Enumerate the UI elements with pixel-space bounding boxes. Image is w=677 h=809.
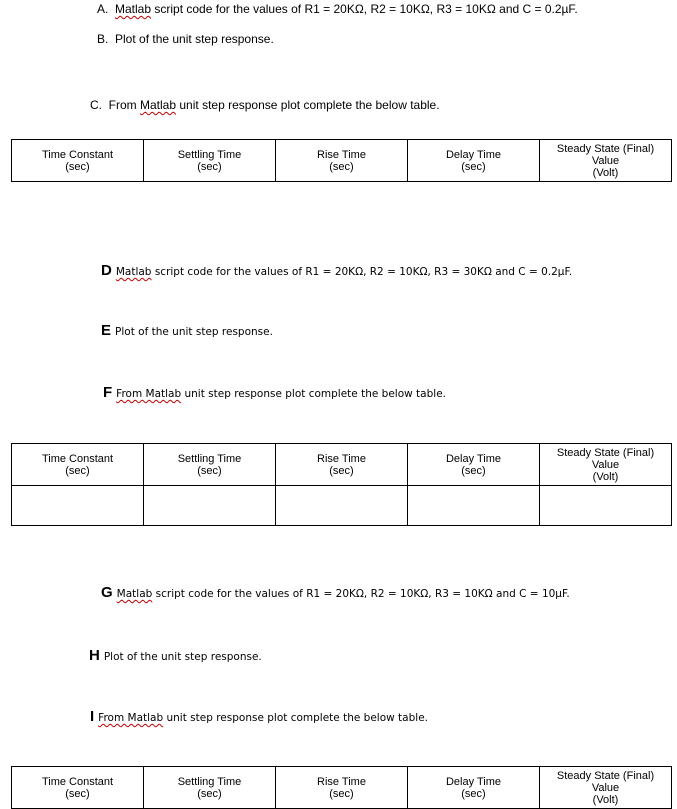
item-d: D Matlab script code for the values of R1 = 20KΩ, R2 = 10KΩ, R3 = 30KΩ and C = 0.2µF. [101,262,573,279]
header-settling-time: Settling Time (sec) [144,140,276,182]
cell-steady-state[interactable] [540,486,672,526]
cell-time-constant[interactable] [12,486,144,526]
matlab-word: Matlab [115,266,152,278]
cell-delay-time[interactable] [408,486,540,526]
header-steady-state: Steady State (Final) Value (Volt) [540,140,672,182]
item-a: A. Matlab script code for the values of R1 = 20KΩ, R2 = 10KΩ, R3 = 10KΩ and C = 0.2µF. [97,2,578,16]
results-table-3 [11,766,672,809]
header-delay-time: Delay Time (sec) [408,140,540,182]
header-steady-state: Steady State (Final) Value (Volt) [540,767,672,809]
table-header-row [12,140,672,182]
matlab-word: Matlab [140,98,177,112]
item-c: C. From Matlab unit step response plot complete the below table. [90,98,440,112]
matlab-word: Matlab [116,588,153,600]
header-time-constant: Time Constant (sec) [12,444,144,486]
header-time-constant: Time Constant (sec) [12,767,144,809]
item-b: B. Plot of the unit step response. [97,32,274,46]
item-i: I From Matlab unit step response plot complete the below table. [90,708,428,725]
results-table-1 [11,139,672,182]
cell-rise-time[interactable] [276,486,408,526]
header-settling-time: Settling Time (sec) [144,767,276,809]
header-delay-time: Delay Time (sec) [408,444,540,486]
header-time-constant: Time Constant (sec) [12,140,144,182]
header-rise-time: Rise Time (sec) [276,767,408,809]
item-e: E Plot of the unit step response. [101,322,273,339]
from-matlab-words: From Matlab [116,388,182,400]
header-steady-state: Steady State (Final) Value (Volt) [540,444,672,486]
item-f: F From Matlab unit step response plot complete the below table. [103,384,446,401]
header-settling-time: Settling Time (sec) [144,444,276,486]
matlab-word: Matlab [115,2,152,16]
table-row [12,486,672,526]
from-matlab-words: From Matlab [98,712,164,724]
table-header-row [12,767,672,809]
item-g: G Matlab script code for the values of R1 = 20KΩ, R2 = 10KΩ, R3 = 10KΩ and C = 10µF. [101,584,570,601]
header-delay-time: Delay Time (sec) [408,767,540,809]
item-h: H Plot of the unit step response. [89,647,262,664]
results-table-2 [11,443,672,526]
header-rise-time: Rise Time (sec) [276,444,408,486]
table-header-row [12,444,672,486]
header-rise-time: Rise Time (sec) [276,140,408,182]
cell-settling-time[interactable] [144,486,276,526]
